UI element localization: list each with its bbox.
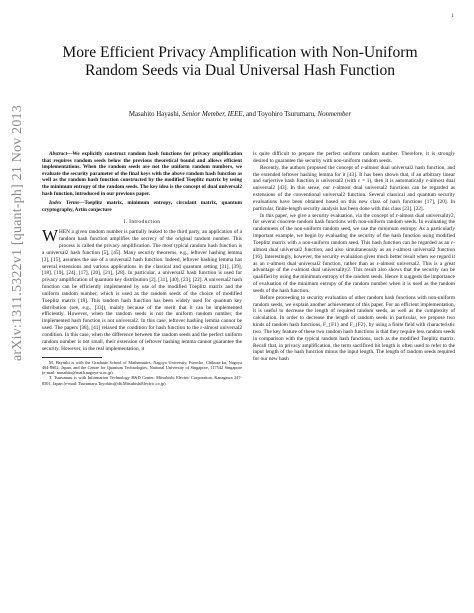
footnote-hayashi: M. Hayashi is with the Graduate School of Mathematics, Nagoya University, Furocho, Chikusa-ku, Nagoya 464-8602, Japan, and the Centre for Quantum Technologies, National University of Singapore, 117542 Singapore (e-mail: masahito@math.nagoya-u.ac.jp).	[42, 359, 242, 376]
left-column	[42, 151, 242, 386]
drop-cap: W	[42, 226, 59, 246]
page-number: 1	[451, 14, 454, 19]
abstract-label: Abstract	[49, 151, 68, 157]
footnote-tsurumaru: T. Tsurumaru is with Information Technology R&D Center, Mitsubishi Electric Corporation, Kanagawa 247-8501, Japan (e-mail: Tsurumaru.Toyohiro@db.MitsubishiElectric.co.jp).	[42, 375, 242, 386]
intro-text: HEN a given random number is partially leaked to the third party, an application of a random hash function amplifies the secrecy of the original random number. This process is called the privacy amplification. The most typical random hash function is a universal2 hash function [5], [45]. Many security theorems, e.g., leftover hashing lemma [3], [15], assumes the use of a universal2 hash function. Indeed, leftover hashing lemma has several extensions and various applications in the classical and quantum setting [31], [39], [18], [19], [24], [17], [20], [21], [28]. In particular, a universal2 hash function is used for privacy amplification of quantum key distribution [2], [31], [40], [23], [22]. A universal2 hash function can be efficiently implemented by use of the modified Toeplitz matrix and the uniform random number, which is used as the random seeds of the choice of modified Toeplitz matrix [18]. This random hash function has been widely used for quantum key distribution (see, e.g., [33]), mainly because of the merit that it can be implemented efficiently. However, when the random seeds is not the uniform random number, the implemented hash function is not universal2. In this case, leftover hashing lemma cannot be used. The papers [38], [41] relaxed the condition for hash function to the ε-almost universal2 condition. In this case, when the difference between the random seeds and the perfect uniform random number is not small, their extension of leftover hashing lemma cannot guarantee the security. However, in the real implementation, it	[42, 229, 242, 352]
body-paragraph: Recently, the authors proposed the concept of ε-almost dual universal2 hash function, and the extended leftover hashing lemma for it [43]. It has been shown that, if an arbitrary linear and surjective hash function is universal2 (with ε = 1), then it is automatically ε-almost dual universal2 [43]. In this sense, our ε-almost dual universal2 functions can be regarded as extensions of the conventional universal2 function. Several classical and quantum security evaluations have been obtained based on this new class of hash functions [17], [20]. In particular, finite-length security analysis has been done with this class [23], [22].	[253, 164, 455, 212]
index-terms	[42, 200, 242, 213]
abstract-text: —We explicitly construct random hash functions for privacy amplification that requires random seeds below the previous theoretical bound and allows efficient implementations. When the random seeds are not the uniform random numbers, we evaluate the security parameter of the final keys with the above random hash function as well as the random hash function constructed by the modified Toeplitz matrix by using the minimum entropy of the random seeds. The key idea is the concept of dual universal2 hash function, introduced in our previous paper.	[42, 151, 242, 197]
abstract	[42, 151, 242, 197]
body-paragraph: is quite difficult to prepare the perfect uniform random number. Therefore, it is strongly desired to guarantee the security with non-uniform random seeds.	[253, 151, 455, 164]
right-column	[253, 151, 455, 363]
author-line: Masahito Hayashi, Senior Member, IEEE, and Toyohiro Tsurumaru, Nonmember	[128, 111, 352, 118]
section-heading: I. Introduction	[123, 219, 161, 226]
footnote-rule	[42, 357, 102, 358]
intro-paragraph	[42, 226, 242, 352]
index-terms-text: —Toeplitz matrix, minimum entropy, circulant matrix, quantum cryptography, Artin conjecture	[42, 200, 242, 213]
index-terms-label: Index Terms	[49, 200, 80, 207]
paper-title: More Efficient Privacy Amplification with Non-Uniform Random Seeds via Dual Universal Hash Function	[62, 44, 418, 80]
arxiv-identifier[interactable]: arXiv:1311.5322v1 [quant-ph] 21 Nov 2013	[10, 105, 25, 361]
body-paragraph: In this paper, we give a security evaluation, via the concept of ε-almost dual universality2, for several concrete random hash functions with non-uniform random seeds. In evaluating the randomness of the non-uniform random seed, we use the minimum entropy. As a particularly important example, we begin by evaluating the security of the hash function using modified Toeplitz matrix with a non-uniform random seed. This hash function can be regarded as an ε-almost dual universal2 function, and also simultaneously as an ε-almost universal2 function [16]. Interestingly, however, the security evaluation gives much better result when we regard it as an ε-almost dual universal2 function, rather than as ε-almost universal2. This is a great advantage of the ε-almost dual universality2. This result also shows that the security can be qualified by using the minimum entropy of the random seeds. Hence it suggests the importance of evaluation of the minimum entropy of the random number when it is used as the random seeds of the hash function.	[253, 212, 455, 294]
body-paragraph: Before proceeding to security evaluation of other random hash functions with non-uniform random seeds, we explain another achievement of this paper. For an efficient implementation, it is useful to decrease the length of required random seeds, as well as the complexity of calculation. In order to decrease the length of random seeds in particular, we propose two kinds of random hash functions, F_{F1} and F_{F2}, by using a finite field with characteristic two. The key feature of these two random hash functions is that they require less random seeds in comparison with the typical random hash functions, such as the modified Toeplitz matrix. Recall that, in privacy amplification, the term sacrificed bit length is often used to refer to the input length of the hash function minus the input length. The length of random seeds required for our new hash	[253, 294, 455, 363]
